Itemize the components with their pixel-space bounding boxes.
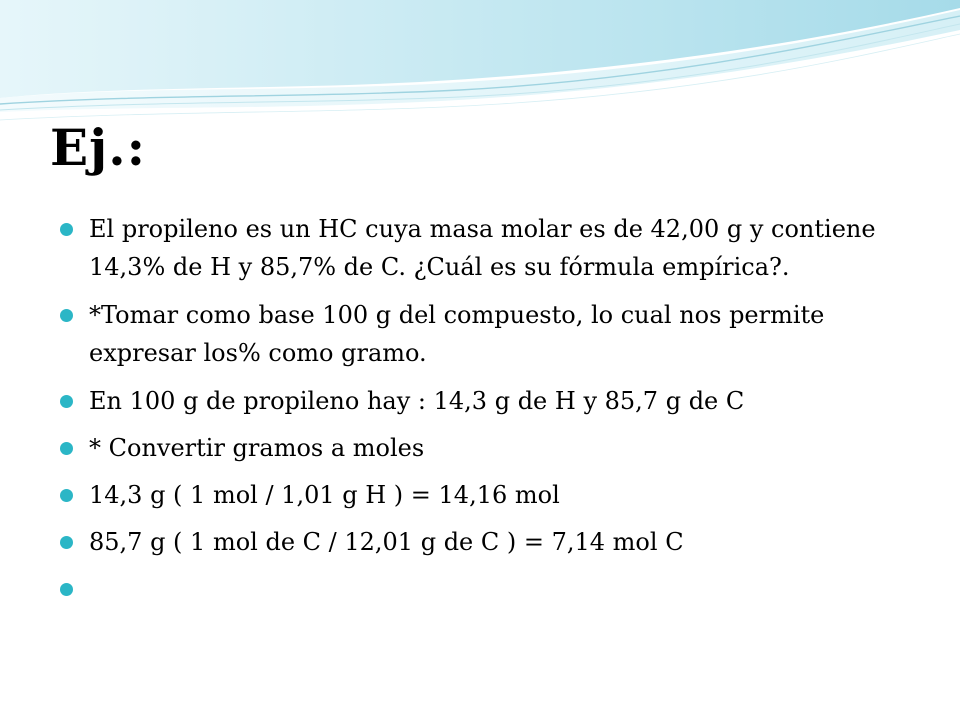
header-wave-decoration	[0, 0, 960, 130]
slide-title: Ej.:	[50, 118, 147, 177]
bullet-item	[60, 429, 910, 467]
bullet-dot-icon	[60, 489, 73, 502]
bullet-text: *Tomar como base 100 g del compuesto, lo cual nos permite expresar los% como gramo.	[89, 301, 825, 367]
bullet-item	[60, 382, 910, 420]
bullet-text: 85,7 g ( 1 mol de C / 12,01 g de C ) = 7,14 mol C	[89, 528, 684, 556]
bullet-item	[60, 523, 910, 561]
bullet-item	[60, 210, 910, 286]
bullet-item	[60, 296, 910, 372]
bullet-text: En 100 g de propileno hay : 14,3 g de H y 85,7 g de C	[89, 387, 745, 415]
bullet-dot-icon	[60, 536, 73, 549]
bullet-dot-icon	[60, 395, 73, 408]
bullet-item	[60, 476, 910, 514]
bullet-text: * Convertir gramos a moles	[89, 434, 425, 462]
bullet-text: El propileno es un HC cuya masa molar es de 42,00 g y contiene 14,3% de H y 85,7% de C. ¿Cuál es su fórmula empírica?.	[89, 215, 876, 281]
bullet-dot-icon	[60, 223, 73, 236]
bullet-text: 14,3 g ( 1 mol / 1,01 g H ) = 14,16 mol	[89, 481, 560, 509]
bullet-list	[60, 210, 910, 570]
bullet-dot-icon	[60, 309, 73, 322]
bullet-dot-icon	[60, 442, 73, 455]
bullet-dot-icon	[60, 583, 73, 596]
